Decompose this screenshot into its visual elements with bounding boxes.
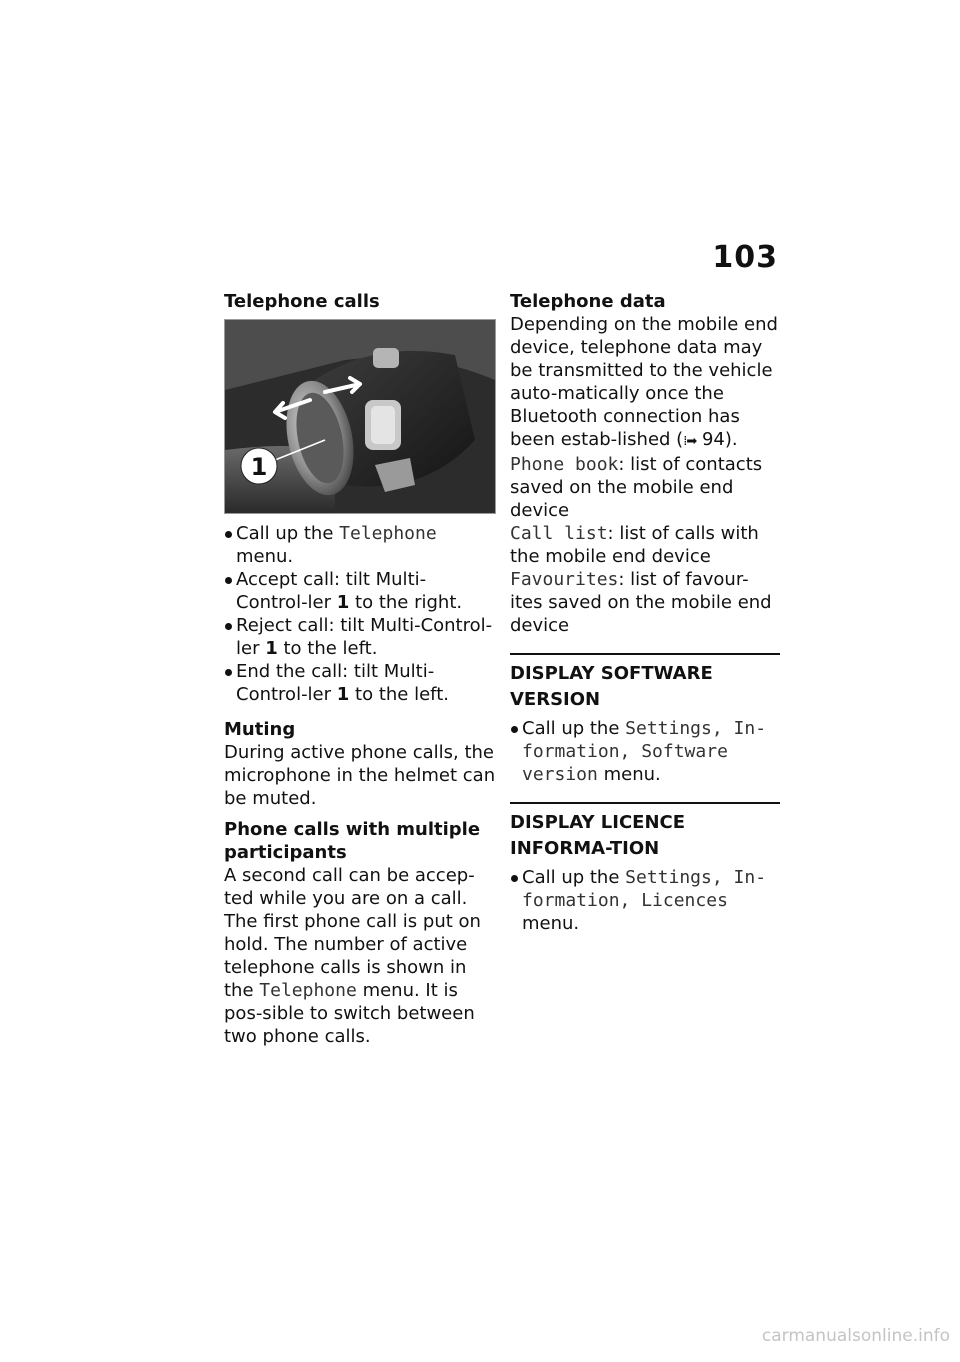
watermark: carmanualsonline.info <box>761 1326 950 1346</box>
list-item: Call up the Settings, In-formation, Licences menu. <box>510 866 780 935</box>
callout-ref: 1 <box>265 638 278 659</box>
menu-name-telephone: Telephone <box>339 523 437 544</box>
left-column <box>224 290 496 1048</box>
list-item: Favourites: list of favour-ites saved on the mobile end device <box>510 569 772 636</box>
software-version-title: DISPLAY SOFTWARE VERSION <box>510 663 713 710</box>
list-item: Call list: list of calls with the mobile end device <box>510 523 759 567</box>
menu-name-telephone: Telephone <box>259 980 357 1001</box>
list-item: Call up the Telephone menu. <box>224 522 496 568</box>
list-item: Reject call: tilt Multi-Control-ler 1 to the left. <box>224 614 496 660</box>
section-divider <box>510 802 780 804</box>
multi-controller-photo <box>225 320 495 513</box>
list-item: Call up the Settings, In-formation, Software version menu. <box>510 717 780 786</box>
software-version-steps <box>510 717 780 786</box>
licence-information-steps <box>510 866 780 935</box>
list-item: End the call: tilt Multi-Control-ler 1 to the left. <box>224 660 496 706</box>
callout-ref: 1 <box>336 684 350 705</box>
muting-heading: Muting <box>224 719 296 740</box>
list-item: Accept call: tilt Multi-Control-ler 1 to the right. <box>224 568 496 614</box>
telephone-calls-heading: Telephone calls <box>224 291 380 312</box>
telephone-data-heading: Telephone data <box>510 291 666 312</box>
multiple-participants-body: A second call can be accep-ted while you are on a call. The first phone call is put on hold. The number of active telephone calls is shown in the Telephone menu. It is pos-sible to switch between two phone calls. <box>224 865 481 1047</box>
telephone-data-body: Depending on the mobile end device, telephone data may be transmitted to the vehicle auto-matically once the Bluetooth connection has been estab-lished (⁞➡ 94). <box>510 314 778 450</box>
page-number: 103 <box>712 240 778 275</box>
section-divider <box>510 653 780 655</box>
telephone-call-steps <box>224 522 496 706</box>
page-reference[interactable]: 94 <box>701 429 725 450</box>
figure-callout-1: 1 <box>250 453 268 481</box>
callout-ref: 1 <box>336 592 350 613</box>
licence-information-title: DISPLAY LICENCE INFORMA-TION <box>510 812 686 859</box>
menu-path: Settings, In-formation, Licences <box>522 867 767 911</box>
menu-entry-favourites: Favourites <box>510 569 619 590</box>
multiple-participants-heading: Phone calls with multiple participants <box>224 819 481 863</box>
handlebar-control-illustration <box>224 319 496 514</box>
page-reference-arrow-icon: ⁞➡ <box>683 434 697 449</box>
muting-body: During active phone calls, the microphone in the helmet can be muted. <box>224 742 496 809</box>
menu-entry-phone-book: Phone book <box>510 454 619 475</box>
list-item: Phone book: list of contacts saved on the mobile end device <box>510 454 763 521</box>
menu-path: Settings, In-formation, Software version <box>522 718 767 785</box>
menu-entry-call-list: Call list <box>510 523 608 544</box>
right-column <box>510 290 780 935</box>
